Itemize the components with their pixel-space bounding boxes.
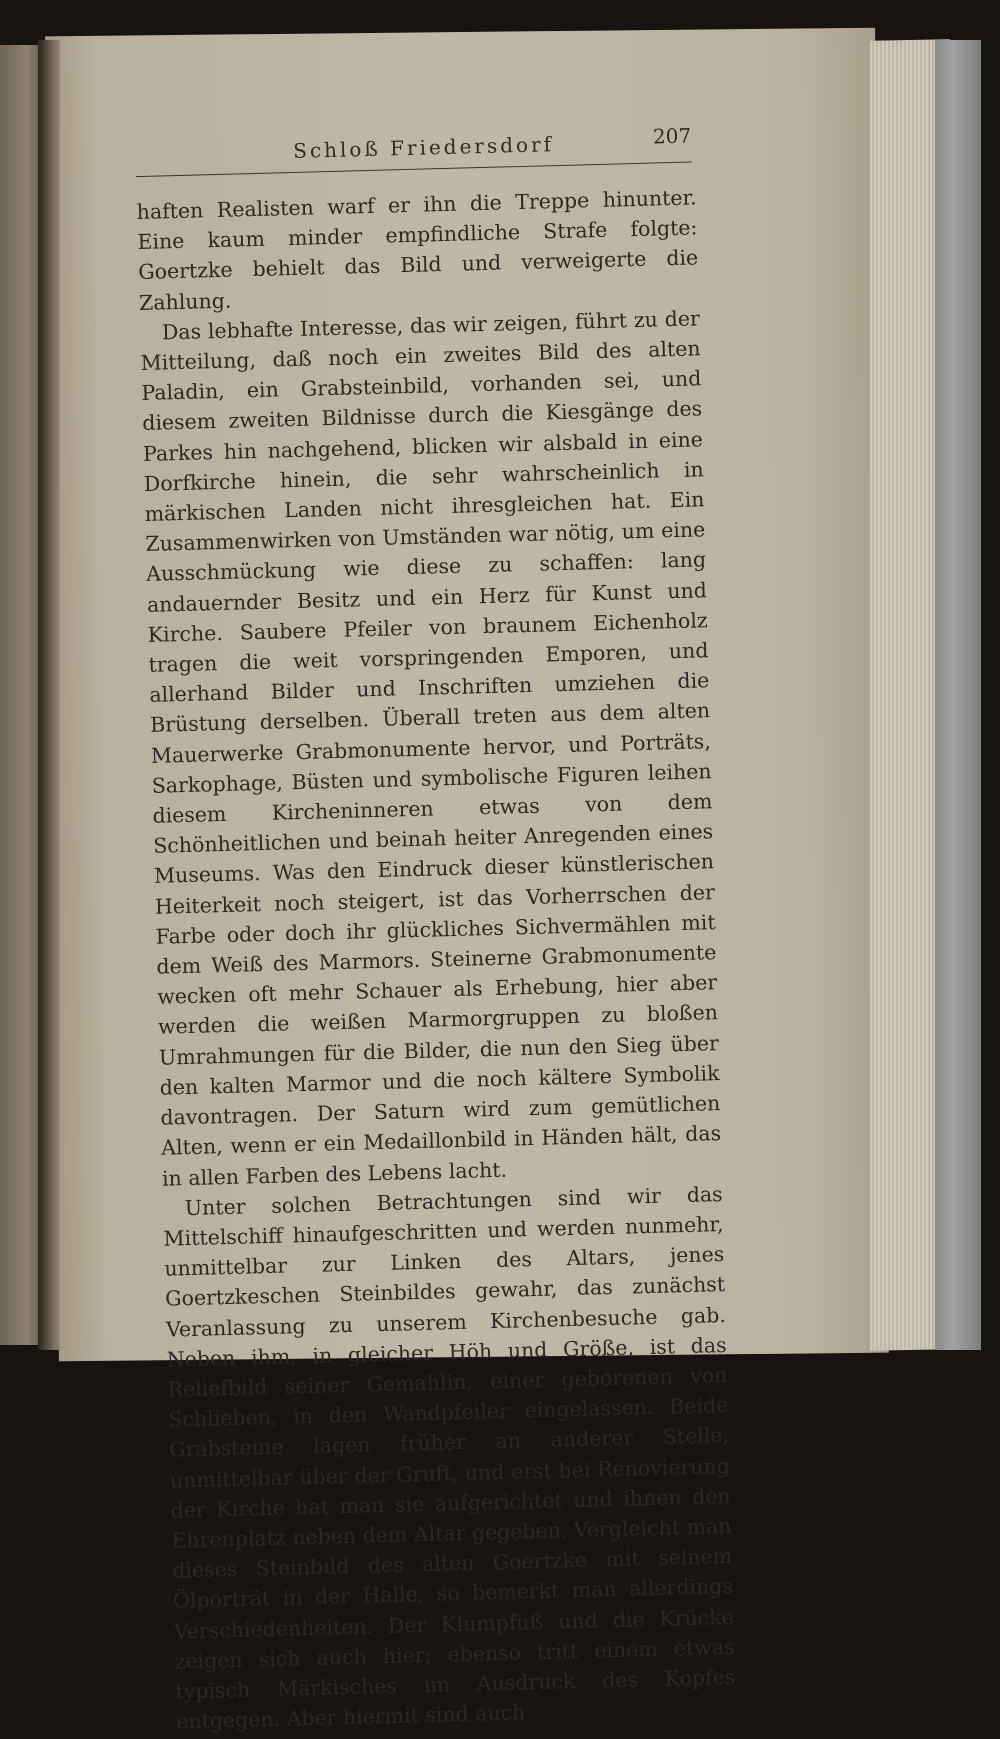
paragraph-3: Unter solchen Betrachtungen sind wir das Mittelschiff hinaufgeschritten und werden nunmehr, unmittelbar zur Linken des Altars, jenes Goertzkeschen Steinbildes gewahr, das zunächst Veranlassung zu unserem Kirchenbesuche gab. Neben ihm, in gleicher Höh und Größe, ist das Reliefbild seiner Gemahlin, einer geborenen von Schlieben, in den Wandpfeiler eingelassen. Beide Grabsteine lagen früher an anderer Stelle, unmittelbar über der Gruft, und erst bei Renovierung der Kirche hat man sie aufgerichtet und ihnen den Ehrenplatz neben dem Altar gegeben. Vergleicht man dieses Steinbild des alten Goertzke mit seinem Ölporträt in der Halle, so bemerkt man allerdings Verschiedenheiten. Der Klumpfuß und die Krücke zeigen sich auch hier; ebenso tritt einem etwas typisch Märkisches im Ausdruck des Kopfes entgegen. Aber hiermit sind auch [163,1181,736,1734]
page-number: 207 [652,123,692,149]
running-head: Schloß Friedersdorf [292,132,555,163]
header-rule [136,162,692,178]
paragraph-2: Das lebhafte Interesse, das wir zeigen, führt zu der Mitteilung, daß noch ein zweites Bild des alten Paladin, ein Grabsteinbild, vorhanden sei, und diesem zweiten Bildnisse durch die Kiesgänge des Parkes hin nachgehend, blicken wir alsbald in eine Dorfkirche hinein, die sehr wahrscheinlich in märkischen Landen nicht ihresgleichen hat. Ein Zusammenwirken von Umständen war nötig, um eine Ausschmückung wie diese zu schaffen: lang andauernder Besitz und ein Herz für Kunst und Kirche. Saubere Pfeiler von braunem Eichenholz tragen die weit vorspringenden Emporen, und allerhand Bilder und Inschriften umziehen die Brüstung derselben. Überall treten aus dem alten Mauerwerke Grabmonumente hervor, und Porträts, Sarkophage, Büsten und symbolische Figuren leihen diesem Kircheninneren etwas von dem Schönheitlichen und beinah heiter Anregenden eines Museums. Was den Eindruck dieser künstlerischen Heiterkeit noch steigert, ist das Vorherrschen der Farbe oder doch ihr glückliches Sichvermählen mit dem Weiß des Marmors. Steinerne Grabmonumente wecken oft mehr Schauer als Erhebung, hier aber werden die weißen Marmorgruppen zu bloßen Umrahmungen für die Bilder, die nun den Sieg über den kalten Marmor und die noch kältere Symbolik davontragen. Der Saturn wird zum gemütlichen Alten, wenn er ein Medaillonbild in Händen hält, das in allen Farben des Lebens lacht. [140,306,722,1191]
page-content [60,13,814,1734]
book-gutter [38,40,60,1350]
book-cover-edge [935,40,981,1350]
paragraph-1: haften Realisten warf er ihn die Treppe hinunter. Eine kaum minder empfindliche Strafe folgte: Goertzke behielt das Bild und verweigerte die Zahlung. [136,185,699,315]
body-text [136,182,736,1736]
